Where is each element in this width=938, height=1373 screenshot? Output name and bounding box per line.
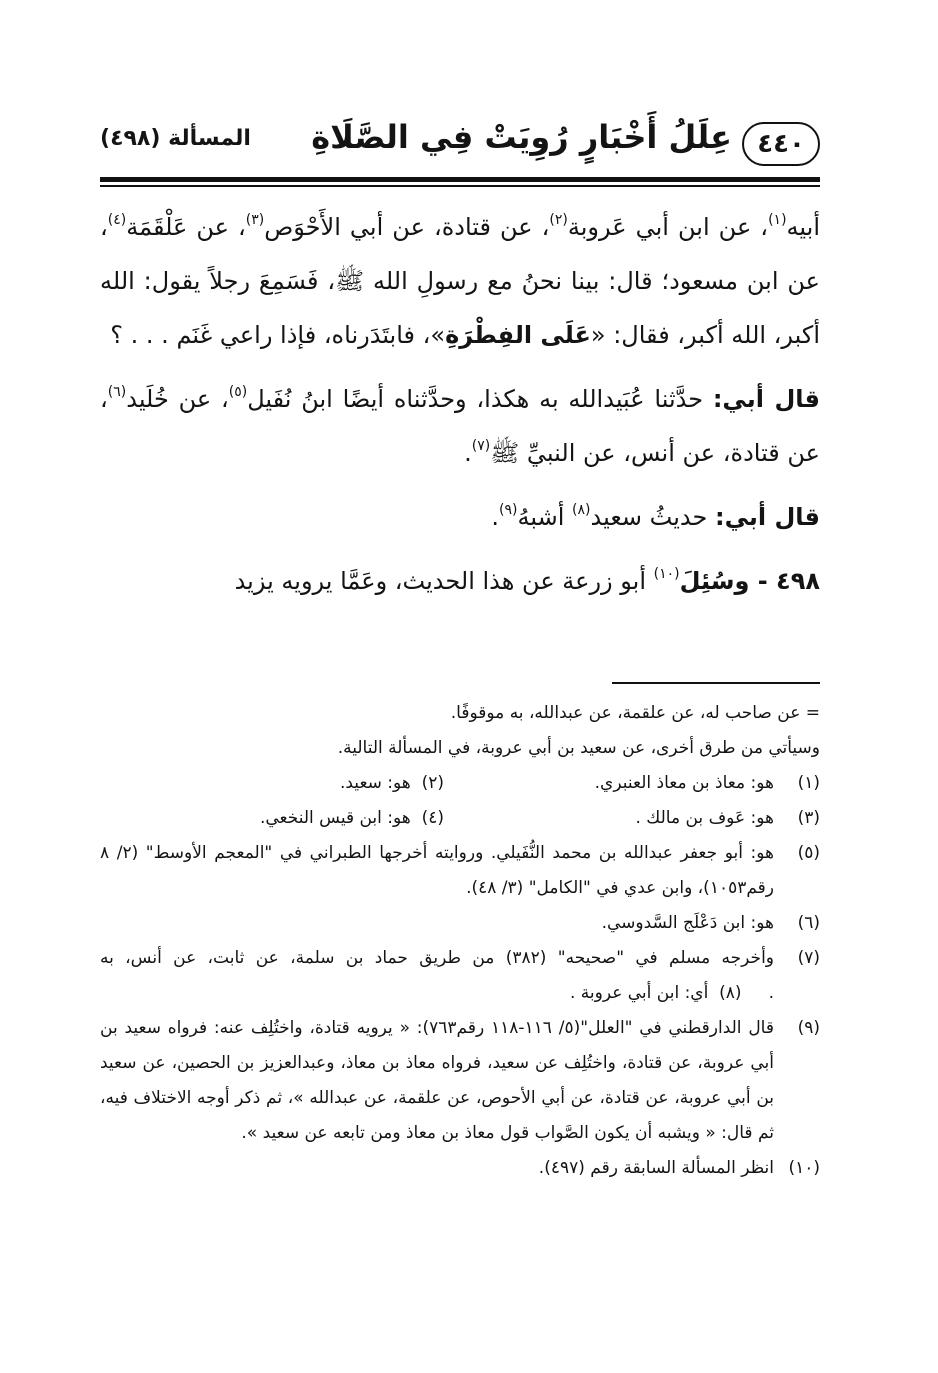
paragraph-1 — [100, 200, 820, 362]
footnote-4: هو: ابن قيس النخعي. — [259, 808, 411, 828]
footnote-5: هو: أبو جعفر عبدالله بن محمد النُّفَيلي. وروايته أخرجها الطبراني في "المعجم الأوسط" (٢/ ٨ رقم١٠٥٣)، وابن عدي في "الكامل" (٣/ ٤٨). — [100, 843, 774, 898]
footnote-ref-2[interactable]: (٢) — [549, 212, 568, 228]
text-run: أبيه — [786, 213, 820, 241]
footnote-number: (٣) — [797, 808, 820, 828]
footnote-number: (٥) — [797, 843, 820, 863]
footnote-body — [100, 801, 774, 836]
footnote-body — [100, 941, 774, 1011]
footnote-2: هو: سعيد. — [339, 773, 411, 793]
paragraph-2 — [100, 372, 820, 480]
footnote-ref-4[interactable]: (٤) — [107, 212, 127, 228]
footnote-3: هو: عَوف بن مالك . — [635, 808, 774, 828]
footnote-row — [100, 801, 820, 836]
text-run: أبو زرعة عن هذا الحديث، وعَمَّا يرويه يزيد — [234, 567, 654, 595]
footnote-number: (١) — [797, 773, 820, 793]
text-run: حديثُ سعيد — [590, 503, 715, 531]
footnote-continuation: = عن صاحب له، عن علقمة، عن عبدالله، به موقوفًا. — [450, 703, 820, 723]
footnote-ref-9[interactable]: (٩) — [499, 502, 518, 518]
text-run: أشبهُ — [517, 503, 573, 531]
text-run: ، عن قتادة، عن أنس، عن النبيِّ ﷺ — [100, 385, 820, 467]
issue-heading: ٤٩٨ - وسُئِلَ — [679, 567, 820, 595]
footnote-1: هو: معاذ بن معاذ العنبري. — [594, 773, 774, 793]
footnote-ref-5[interactable]: (٥) — [228, 384, 248, 400]
text-run: ، عن ابن مسعود؛ قال: بينا نحنُ مع رسولِ الله ﷺ، فَسَمِعَ رجلاً يقول: الله أكبر، الله أكبر، فقال: « — [100, 213, 820, 349]
footnote-body — [100, 766, 774, 801]
speaker-label: قال أبي: — [712, 385, 820, 413]
footnote-row — [100, 1011, 820, 1151]
footnote-9: قال الدارقطني في "العلل"(٥/ ١١٦-١١٨ رقم٧٦٣): « يرويه قتادة، واختُلِف عنه: فرواه سعيد بن أبي عروبة، عن قتادة، واختُلِف عن سعيد، فرواه معاذ بن معاذ، وعبدالعزيز بن الحصين، عن سعيد بن أبي عروبة، عن قتادة، عن أبي الأحوص، عن علقمة، عن عبدالله »، ثم ذكر أوجه الاختلاف فيه، ثم قال: « ويشبه أن يكون الصَّواب قول معاذ بن معاذ ومن تابعه عن سعيد ». — [100, 1018, 774, 1143]
footnote-number: (٤) — [421, 808, 444, 828]
footnote-number: (٩) — [797, 1018, 820, 1038]
footnote-row — [100, 906, 820, 941]
issue-label: المسألة (٤٩٨) — [100, 126, 251, 151]
text-run: . — [464, 439, 472, 467]
text-run: . — [491, 503, 500, 531]
page-number: ٤٤٠ — [742, 122, 820, 166]
footnote-continuation: وسيأتي من طرق أخرى، عن سعيد بن أبي عروبة، في المسألة التالية. — [337, 738, 820, 758]
text-run: ، عن قتادة، عن أبي الأَحْوَص — [264, 213, 550, 241]
speaker-label: قال أبي: — [714, 503, 820, 531]
footnote-row — [100, 1151, 820, 1186]
footnote-8: أي: ابن أبي عروبة . — [569, 983, 709, 1003]
paragraph-3 — [100, 490, 820, 544]
footnote-row — [100, 836, 820, 906]
footnote-row — [100, 941, 820, 1011]
footnote-ref-8[interactable]: (٨) — [572, 502, 591, 518]
footnote-number: (٢) — [421, 773, 444, 793]
book-title: عِلَلُ أَخْبَارٍ رُوِيَتْ فِي الصَّلَاةِ — [311, 118, 732, 156]
header-rule-thick — [100, 177, 820, 182]
footnote-ref-7[interactable]: (٧) — [471, 438, 491, 454]
footnote-7: وأخرجه مسلم في "صحيحه" (٣٨٢) من طريق حماد بن سلمة، عن ثابت، عن أنس، به . — [100, 948, 774, 1003]
paragraph-4 — [100, 554, 820, 608]
footnote-separator — [612, 682, 820, 684]
footnote-number: (٧) — [797, 948, 820, 968]
text-run: حدَّثنا عُبَيدالله به هكذا، وحدَّثناه أيضًا ابنُ نُفَيل — [247, 385, 713, 413]
text-run: »، فابتَدَرناه، فإذا راعي غَنَم . . . ؟ — [110, 321, 446, 349]
text-run: ، عن خُلَيد — [126, 385, 229, 413]
footnote-number: (١٠) — [788, 1158, 820, 1178]
running-header — [100, 118, 820, 176]
footnote-10: انظر المسألة السابقة رقم (٤٩٧). — [538, 1158, 774, 1178]
hadith-quote: عَلَى الفِطْرَةِ — [445, 321, 591, 349]
footnote-row — [100, 766, 820, 801]
main-text — [100, 200, 820, 608]
footnote-ref-10[interactable]: (١٠) — [653, 566, 680, 582]
footnote-number: (٨) — [719, 983, 742, 1003]
text-run: ، عن عَلْقَمَة — [126, 213, 246, 241]
footnote-ref-3[interactable]: (٣) — [245, 212, 265, 228]
footnote-ref-1[interactable]: (١) — [768, 212, 787, 228]
footnotes — [100, 696, 820, 1186]
text-run: ، عن ابن أبي عَروبة — [567, 213, 769, 241]
footnote-ref-6[interactable]: (٦) — [107, 384, 127, 400]
footnote-6: هو: ابن دَعْلَج السَّدوسي. — [601, 913, 774, 933]
footnote-number: (٦) — [797, 913, 820, 933]
header-rule-thin — [100, 185, 820, 187]
